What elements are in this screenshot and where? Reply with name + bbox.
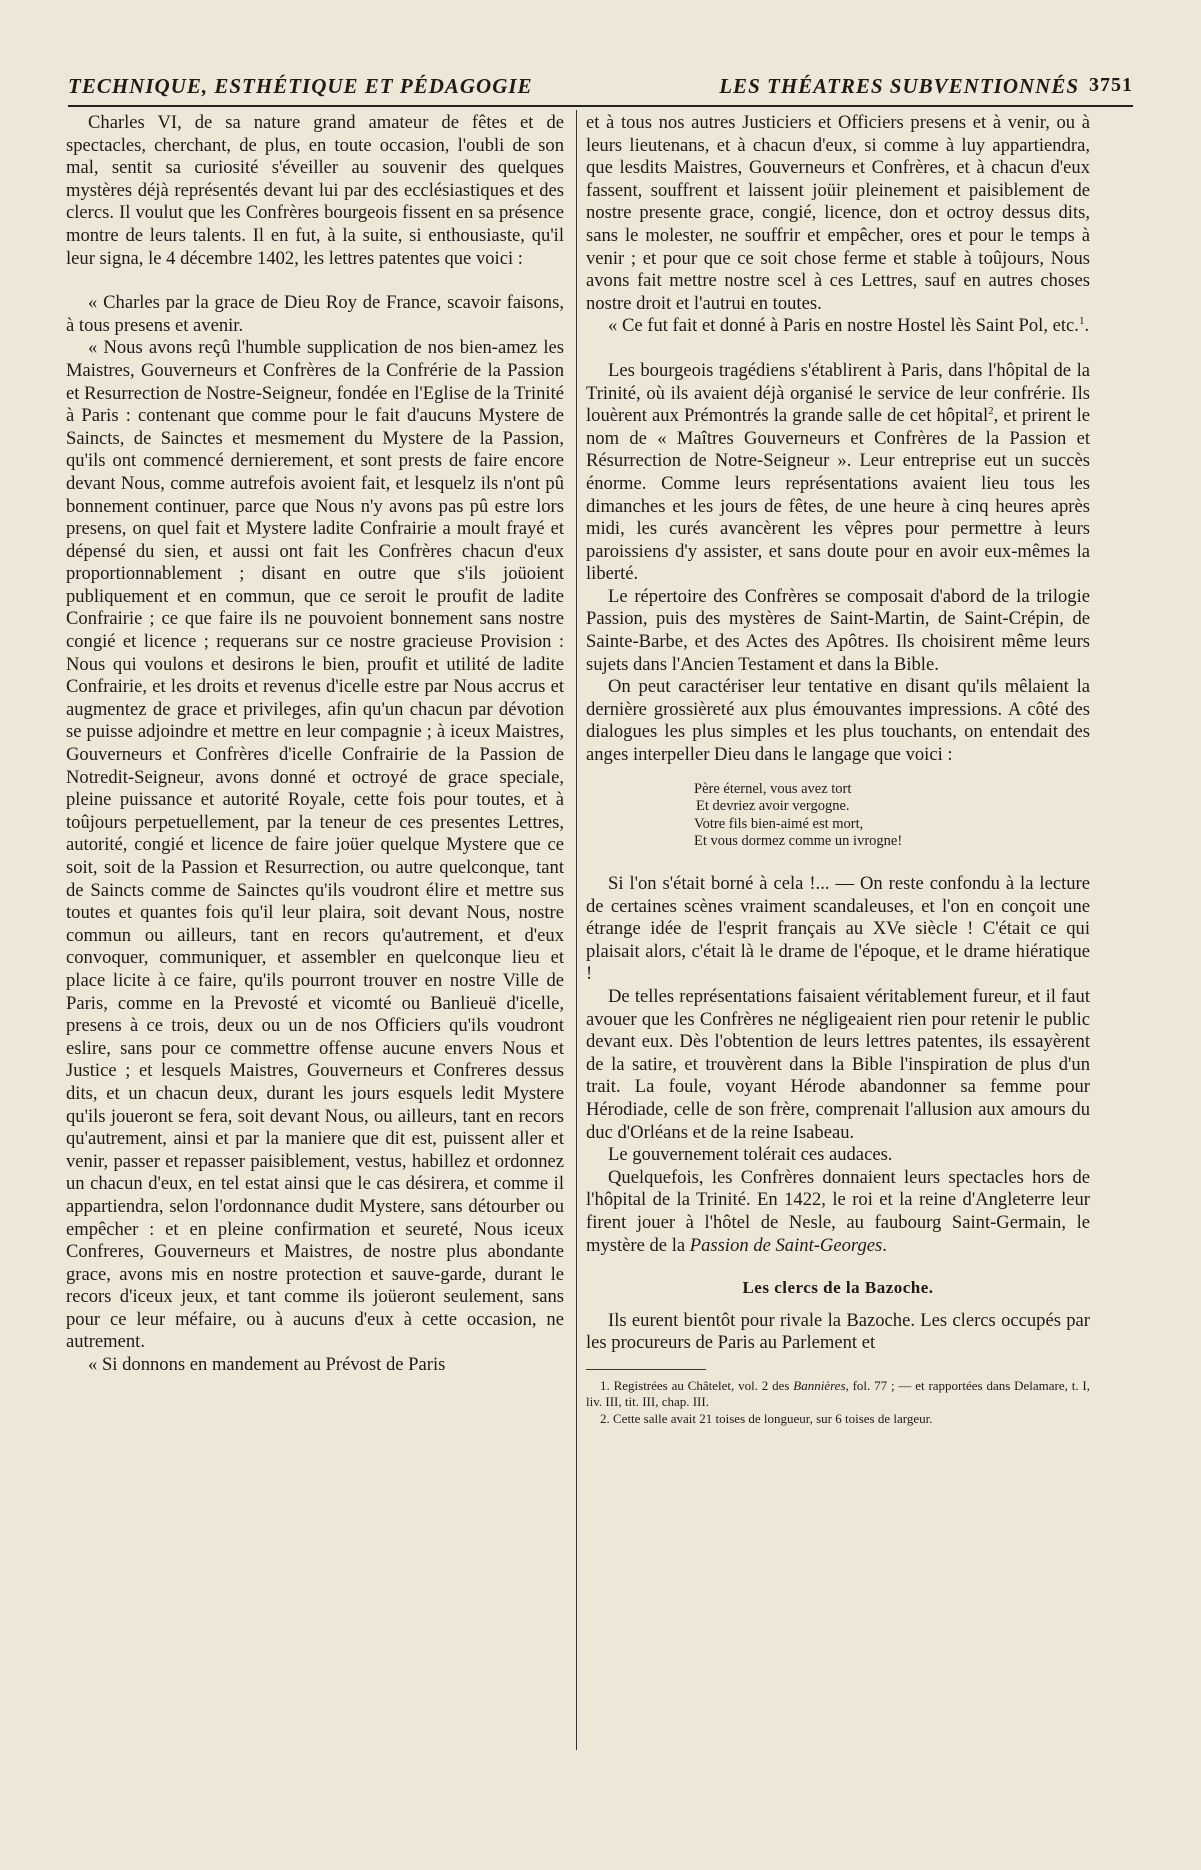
letter-mandate: « Si donnons en mandement au Prévost de Paris bbox=[88, 1354, 446, 1376]
footnote-text: , fol. 77 ; — et rapportées dans Delamare, t. I, liv. III, tit. III, chap. III. bbox=[586, 1377, 1090, 1410]
right-column bbox=[586, 112, 1090, 1427]
letter-closing-text: « Ce fut fait et donné à Paris en nostre Hostel lès Saint Pol, etc. bbox=[608, 315, 1079, 337]
header-right: LES THÉATRES SUBVENTIONNÉS bbox=[719, 74, 1079, 98]
paragraph-bourgeois-a: Les bourgeois tragédiens s'établirent à Paris, dans l'hôpital de la Trinité, où ils avaient déjà organisé le service de leur confrérie. Ils louèrent aux Prémontrés la grande salle de cet hôpital bbox=[586, 359, 1090, 427]
verse-line: Et vous dormez comme un ivrogne! bbox=[694, 833, 903, 850]
letter-opening: « Charles par la grace de Dieu Roy de France, scavoir faisons, à tous presens et avenir. bbox=[66, 292, 564, 336]
footnote-italic: Bannières bbox=[793, 1377, 846, 1393]
footnotes bbox=[586, 1378, 1090, 1428]
footnote-number: 2. bbox=[600, 1410, 610, 1426]
paragraph-gouvernement: Le gouvernement tolérait ces audaces. bbox=[608, 1144, 893, 1166]
verse-line: Père éternel, vous avez tort bbox=[694, 780, 852, 797]
section-heading: Les clercs de la Bazoche. bbox=[742, 1278, 934, 1298]
paragraph-bourgeois-b: , et prirent le nom de « Maîtres Gouverneurs et Confrères de la Passion et Résurrection de Notre-Seigneur ». Leur entreprise eut un succès énorme. Comme leurs représentations avaient lieu tous les dimanches et les jours de fêtes, de une heure à cinq heures après midi, les curés avancèrent les vêpres pour permettre à leurs paroissiens d'y assister, et sans doute pour en avoir eux-mêmes la liberté. bbox=[586, 405, 1090, 585]
footnote-ref-1: 1 bbox=[1078, 315, 1085, 328]
paragraph-bazoche: Ils eurent bientôt pour rivale la Bazoche. Les clercs occupés par les procureurs de Paris au Parlement et bbox=[586, 1309, 1090, 1354]
paragraph-repertoire: Le répertoire des Confrères se composait d'abord de la trilogie Passion, puis des mystères de Saint-Martin, de Saint-Crépin, de Sainte-Barbe, et des Actes des Apôtres. Ils choisirent même leurs sujets dans l'Ancien Testament et dans la Bible. bbox=[586, 585, 1090, 675]
paragraph-tentative: On peut caractériser leur tentative en disant qu'ils mêlaient la dernière grossièreté aux plus émouvantes impressions. A côté des dialogues les plus simples et les plus touchants, on entendait des anges interpeller Dieu dans le langage que voici : bbox=[586, 676, 1090, 766]
left-column bbox=[66, 112, 564, 1377]
footnote-text: Cette salle avait 21 toises de longueur, sur 6 toises de largeur. bbox=[609, 1410, 933, 1426]
footnote-1 bbox=[586, 1378, 1090, 1411]
paragraph-charles-vi: Charles VI, de sa nature grand amateur de fêtes et de spectacles, cherchant, de plus, en toute occasion, l'oubli de son mal, sentit sa curiosité s'éveiller au souvenir des quelques mystères déjà représentés devant lui par des ecclésiastiques et des clercs. Il voulut que les Confrères bourgeois fissent en sa présence montre de leurs talents. Il en fut, à la suite, si enthousiaste, qu'il leur signa, le 4 décembre 1402, les lettres patentes que voici : bbox=[66, 112, 564, 269]
header-left: TECHNIQUE, ESTHÉTIQUE ET PÉDAGOGIE bbox=[68, 74, 533, 98]
paragraph-fureur: De telles représentations faisaient véritablement fureur, et il faut avouer que les Confrères ne négligeaient rien pour retenir le public devant eux. Dès l'obtention de leurs lettres patentes, ils essayèrent de la satire, et trouvèrent dans la Bible l'inspiration de plus d'un trait. La foule, voyant Hérode abandonner sa femme pour Hérodiade, celle de son frère, comprenait l'allusion aux amours du duc d'Orléans et de la reine Isabeau. bbox=[586, 985, 1090, 1143]
letter-body: « Nous avons reçû l'humble supplication de nos bien-amez les Maistres, Gouverneurs et Confrères de la Confrérie de la Passion et Resurrection de Nostre-Seigneur, fondée en l'Eglise de la Trinité à Paris : contenant que comme pour le fait d'aucuns Mystere de Saincts, de Sainctes et mesmement du Mystere de la Passion, qu'ils ont commencé dernierement, et sont prests de faire encore devant Nous, comme autrefois avoient fait, et lesquelz ils n'ont pû bonnement continuer, parce que Nous n'y avons pas pû estre lors presens, on quel fait et Mystere ladite Confrairie a moult frayé et dépensé du sien, et aussi ont fait les Confrères chacun d'eux proportionnablement ; disant en outre que s'ils joüoient publiquement et en commun, que ce seroit le proufit de ladite Confrairie ; ce que faire ils ne pouvoient bonnement sans nostre congié et licence ; requerans sur ce nostre gracieuse Provision : Nous qui voulons et desirons le bien, proufit et utilité de ladite Confrairie, et les droits et revenus d'icelle estre par Nous accrus et augmentez de grace et privileges, afin qu'un chacun par dévotion se puisse adjoindre et mettre en leur compagnie ; à iceux Maistres, Gouverneurs et Confrères d'icelle Confrairie de la Passion de Notredit-Seigneur, avons donné et octroyé de grace speciale, pleine puissance et autorité Royale, cette fois pour toutes, et à toûjours perpetuellement, par la teneur de ces presentes Lettres, autorité, congié et licence de faire joüer quelque Mystere que ce soit, soit de la Passion et Resurrection, ou autre quelconque, tant de Saincts comme de Sainctes qu'ils voudront élire et mettre sus toutes et quantes fois qu'il leur plaira, soit devant Nous, nostre commun ou ailleurs, tant en recors qu'autrement, et d'eux convoquer, communiquer, et assembler en quelconque lieu et place licite à ce faire, qu'ils pourront trouver en nostre Ville de Paris, comme en la Prevosté et vicomté ou Banlieuë d'icelle, presens à ce trois, deux ou un de nos Officiers qu'ils voudront eslire, sans pour ce commettre offense aucune envers Nous et Justice ; et lesquels Maistres, Gouverneurs et Confreres dessus dits, et un chacun deux, durant les jours esquels ledit Mystere qu'ils joueront se fera, soit devant Nous, ou ailleurs, tant en recors qu'autrement, ainsi et par la maniere que dit est, puissent aller et venir, passer et repasser paisiblement, vestus, habillez et ordonnez un chacun d'eux, en tel estat ainsi que le cas désirera, et comme il appartiendra, selon l'ordonnance dudit Mystere, sans détourber ou empêcher : et en pleine confirmation et seureté, Nous iceux Confreres, Gouverneurs et Maistres, de nostre plus abondante grace, avons mis en nostre protection et sauve-garde, durant le recors d'iceux jeux, et tant comme ils joüeront seulement, sans pour ce leur méfaire, ou à aucuns d'eux à cette occasion, ne autrement. bbox=[66, 337, 564, 1353]
running-header bbox=[68, 74, 1133, 104]
footnote-text: Registrées au Châtelet, vol. 2 des bbox=[609, 1377, 794, 1393]
footnote-2 bbox=[586, 1411, 1090, 1428]
column-divider bbox=[576, 110, 577, 1750]
footnote-ref-2: 2 bbox=[988, 404, 994, 417]
paragraph-scandal: Si l'on s'était borné à cela !... — On reste confondu à la lecture de certaines scènes vraiment scandaleuses, et l'on en conçoit une étrange idée de l'esprit français au XVe siècle ! C'était ce qui plaisait alors, c'était là le drame de l'époque, et le drame hiératique ! bbox=[586, 873, 1090, 985]
footnote-number: 1. bbox=[600, 1377, 610, 1393]
paragraph-quelquefois-a: Quelquefois, les Confrères donnaient leurs spectacles hors de l'hôpital de la Trinité. En 1422, le roi et la reine d'Angleterre leur firent jouer à l'hôtel de Nesle, au faubourg Saint-Germain, le mystère de la bbox=[586, 1166, 1090, 1256]
quoted-verse bbox=[694, 781, 1090, 851]
paragraph-quelquefois bbox=[586, 1167, 1090, 1257]
header-rule bbox=[68, 105, 1133, 107]
letter-continuation: et à tous nos autres Justiciers et Officiers presens et à venir, ou à leurs lieutenans, et à chacun d'eux, si comme à luy appartiendra, que lesdits Maistres, Gouverneurs et Confrères, et à chacun d'eux fassent, souffrent et laissent joüir pleinement et paisiblement de nostre presente grace, congié, licence, don et octroy dessus dits, sans le molester, ne souffrir et empêcher, ores et pour le temps à venir ; et pour que ce soit chose ferme et stable à toûjours, Nous avons fait mettre nostre scel à ces Lettres, sauf en autres choses nostre droit et l'autrui en toutes. bbox=[586, 112, 1090, 314]
page-number: 3751 bbox=[1089, 74, 1133, 96]
play-title: Passion de Saint-Georges bbox=[689, 1234, 883, 1256]
verse-line: Et devriez avoir vergogne. bbox=[696, 798, 850, 815]
paragraph-quelquefois-end: . bbox=[882, 1234, 887, 1256]
paragraph-bourgeois bbox=[586, 360, 1090, 586]
verse-line: Votre fils bien-aimé est mort, bbox=[694, 815, 864, 832]
letter-closing: « Ce fut fait et donné à Paris en nostre Hostel lès Saint Pol, etc.$^1$. bbox=[608, 315, 1090, 337]
footnote-rule bbox=[586, 1369, 706, 1370]
